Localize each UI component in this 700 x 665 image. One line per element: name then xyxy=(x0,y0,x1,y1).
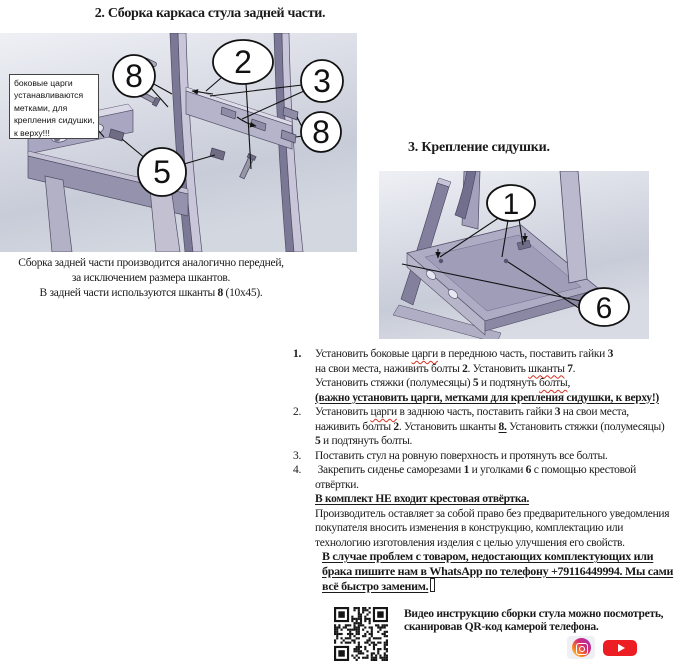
text-segment: 8 xyxy=(217,287,223,299)
text-line xyxy=(322,564,673,579)
assembly-instructions-list xyxy=(293,347,700,550)
instruction-item xyxy=(293,405,700,449)
text-segment: В комплект НЕ входит крестовая отвёртка. xyxy=(315,493,530,505)
text-segment: Сборка задней части производится аналогично передней, xyxy=(18,257,284,269)
text-segment: Установить боковые xyxy=(315,348,412,360)
text-cursor-artifact xyxy=(430,578,435,592)
text-segment: Закрепить сиденье саморезами xyxy=(315,464,464,476)
text-segment: и подтянуть болты. xyxy=(320,435,413,447)
text-line xyxy=(315,376,700,391)
text-segment: и уголками xyxy=(469,464,526,476)
text-segment: 7 xyxy=(567,362,573,375)
section2-heading: 2. Сборка каркаса стула задней части. xyxy=(94,6,326,21)
youtube-play-glyph xyxy=(618,644,625,652)
text-segment: за исключением размера шкантов. xyxy=(71,272,231,284)
text-line: боковые царги xyxy=(14,78,73,88)
text-segment: с помощью крестовой xyxy=(531,464,636,476)
text-segment: В случае проблем с товаром, недостающих комплектующих или xyxy=(322,549,654,563)
text-line xyxy=(315,405,700,420)
text-line xyxy=(315,492,700,507)
text-segment: В задней части используются шканты xyxy=(39,287,218,299)
text-segment: 3 xyxy=(554,406,561,418)
instruction-item xyxy=(293,463,700,550)
text-segment: (важно установить царги, метками для крепления сидушки, к верху!) xyxy=(315,391,659,404)
text-line xyxy=(315,449,700,464)
text-segment: 2 xyxy=(462,362,468,375)
text-line xyxy=(322,578,673,594)
text-line: к верху!!! xyxy=(14,127,50,138)
text-segment: шканты xyxy=(528,362,565,375)
text-line: устанавливаются xyxy=(14,90,84,101)
text-line xyxy=(404,607,663,620)
text-segment: 6 xyxy=(525,464,532,476)
instruction-item xyxy=(293,347,700,405)
text-segment: технологию изготовления изделия с целью улучшения его свойств. xyxy=(315,536,625,549)
instagram-gradient-badge xyxy=(572,638,591,657)
diagram-caption xyxy=(0,256,302,301)
text-segment: болты xyxy=(538,377,568,389)
item-number: 1. xyxy=(293,348,302,360)
text-segment: . Установить xyxy=(467,362,529,375)
text-segment: в заднюю часть, поставить гайки xyxy=(396,406,555,418)
text-segment: . xyxy=(572,362,576,375)
chair-back-assembly-diagram xyxy=(0,33,357,252)
instagram-icon[interactable] xyxy=(567,636,595,659)
text-line xyxy=(315,391,700,406)
instagram-lens-glyph xyxy=(579,646,585,652)
text-line xyxy=(315,362,700,377)
text-line xyxy=(0,286,302,301)
text-segment: , xyxy=(567,377,571,389)
text-line xyxy=(315,521,700,536)
text-line xyxy=(315,434,700,449)
text-segment: . Установить шканты xyxy=(398,420,499,433)
text-line: крепления сидушки, xyxy=(14,115,95,126)
text-segment: наживить болты xyxy=(315,420,394,433)
text-segment: 5 xyxy=(472,377,479,389)
text-segment: отвёртки. xyxy=(315,478,359,491)
text-segment: царги xyxy=(411,348,438,360)
text-segment: на свои места, xyxy=(560,406,629,418)
instruction-item xyxy=(293,449,700,464)
text-segment: Установить стяжки (полумесяцы) xyxy=(315,377,473,389)
text-segment: сканировав QR-код камерой телефона. xyxy=(404,620,599,634)
text-segment: Установить xyxy=(315,406,371,418)
text-segment: 5 xyxy=(315,435,321,447)
seat-attachment-diagram xyxy=(379,171,649,339)
text-segment: 8. xyxy=(498,420,507,433)
text-segment: на свои места, наживить болты xyxy=(315,362,463,375)
text-segment: Поставить стул на ровную поверхность и протянуть все болты. xyxy=(315,449,608,462)
text-segment: 2 xyxy=(393,420,399,433)
callout-6: 6 xyxy=(595,292,613,325)
text-line xyxy=(315,347,700,362)
video-caption xyxy=(404,607,663,633)
callout-5: 5 xyxy=(153,154,171,190)
text-segment: брака пишите нам в WhatsApp по телефону +79116449994. Мы сами xyxy=(322,563,674,578)
text-segment: Видео инструкцию сборки стула можно посмотреть, xyxy=(404,607,664,620)
section3-heading: 3. Крепление сидушки. xyxy=(408,140,550,155)
item-number: 2. xyxy=(293,406,302,418)
text-segment: Установить стяжки (полумесяцы) xyxy=(506,420,665,433)
text-segment: Производитель оставляет за собой право без предварительного уведомления xyxy=(315,507,670,520)
callout-3: 3 xyxy=(313,63,331,99)
text-line xyxy=(404,620,663,633)
qr-code xyxy=(334,607,388,661)
text-line xyxy=(0,271,302,286)
callout-2: 2 xyxy=(234,44,252,80)
text-line xyxy=(0,256,302,271)
text-segment: всё быстро заменим. xyxy=(322,579,429,593)
seat-attachment-svg xyxy=(379,171,649,339)
item-number: 3. xyxy=(293,449,302,462)
warranty-note xyxy=(322,549,673,594)
text-line xyxy=(322,549,673,564)
text-line: метками, для xyxy=(14,102,68,113)
text-line xyxy=(315,536,700,551)
text-segment: (10x45). xyxy=(222,287,263,299)
callout-1: 1 xyxy=(502,188,520,221)
text-segment: и подтянуть xyxy=(478,377,539,389)
callout-8-upper: 8 xyxy=(125,58,143,94)
note-box xyxy=(9,74,99,139)
text-segment: 1 xyxy=(463,464,470,476)
text-line xyxy=(315,507,700,522)
text-segment: покупателя вносить изменения в конструкцию, комплектацию или xyxy=(315,522,624,534)
item-number: 4. xyxy=(293,464,302,476)
callout-8-lower: 8 xyxy=(312,114,330,150)
text-line xyxy=(315,478,700,493)
youtube-icon[interactable] xyxy=(603,640,637,656)
text-line xyxy=(315,420,700,435)
text-segment: царги xyxy=(370,406,397,418)
text-line xyxy=(315,463,700,478)
chair-back-assembly-svg xyxy=(0,33,357,252)
video-info-block xyxy=(334,605,694,665)
text-segment: 3 xyxy=(607,348,614,360)
text-segment: в переднюю часть, поставить гайки xyxy=(437,348,608,360)
